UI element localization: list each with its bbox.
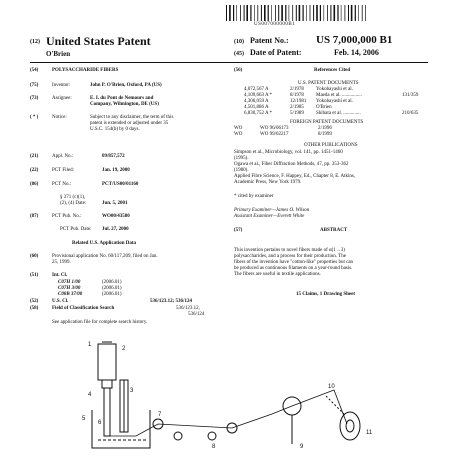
assignee-label: Assignee: [52,96,72,101]
field-code: (58) [30,306,39,311]
notice-line-3: U.S.C. 154(b) by 0 days. [90,127,140,132]
barcode-bar [246,5,248,21]
pct-pub-date-label: PCT Pub. Date: [60,227,92,232]
us-doc-class: 131/359 [402,93,419,98]
refs-code: (56) [234,68,243,73]
barcode-bar [310,5,311,21]
refs-heading: References Cited [314,68,351,73]
barcode-bar [268,5,269,21]
foreign-doc-date: 8/1999 [318,132,332,137]
s371-date: Jun. 5, 2001 [102,201,128,206]
appl-label: Appl. No.: [52,154,74,159]
barcode-bar [264,5,266,21]
barcode-bar [303,5,304,21]
barcode-bar [278,5,279,21]
intcl-version: (2006.01) [102,280,122,285]
pct-pub-date: Jul. 27, 2000 [102,227,129,232]
barcode-bar [313,5,314,21]
intcl-class: C07H 3/00 [58,286,81,291]
date-code: (45) [234,51,244,57]
pct-filed-code: (22) [30,168,39,173]
abstract-heading: ABSTRACT [320,228,348,233]
title-code: (54) [30,68,39,73]
provisional-line-1: Provisional application No. 60/117,209, filed on Jan. [52,254,158,259]
abstract-code: (57) [234,228,243,233]
intcl-class: C07H 1/00 [58,280,81,285]
drawing-label: 1 [88,342,92,348]
pct-pub-label: PCT Pub. No.: [52,214,82,219]
drawing-label: 3 [130,388,134,394]
s371-line-1: § 371 (c)(1), [60,195,86,200]
pct-filed-date: Jan. 19, 2000 [102,168,130,173]
other-pubs-heading: OTHER PUBLICATIONS [304,143,358,148]
drawing-bath [92,410,150,448]
us-doc-date: 2/1985 [290,105,304,110]
barcode-bar [327,5,328,21]
barcode-bar [229,5,231,21]
drawing-label: 10 [328,384,335,390]
inventor: John P. O'Brien, Oxford, PA (US) [90,83,162,88]
barcode-bar [299,5,301,21]
us-doc-name: Shibata et al. .............. [316,111,361,116]
barcode-bar [306,5,307,21]
drawing-label: 2 [122,346,126,352]
other-publication-line: (1980). [234,168,249,173]
abstract-line: be produced as continuous filaments on a year-round basis. [234,266,353,271]
intcl-class: C08B 37/00 [58,292,83,297]
assignee-line-2: Company, Wilmington, DE (US) [90,102,159,107]
barcode-bar [345,5,346,21]
us-doc-number: 4,072,567 A [244,87,269,92]
foreign-doc-number: WO 99/02217 [260,132,289,137]
abstract-line: This invention pertains to novel fibers made of α(1→3) [234,248,345,253]
intcl-code: (51) [30,273,39,278]
barcode-bar [358,5,359,21]
barcode-bar [233,5,234,21]
us-doc-number: 4,109,663 A * [244,93,273,98]
patent-drawing [62,336,382,458]
us-doc-date: 5/1989 [290,111,304,116]
inventor-code: (75) [30,83,39,88]
patent-number: US 7,000,000 B1 [316,34,393,46]
notice-line-2: patent is extended or adjusted under 35 [90,121,169,126]
barcode-bar [320,5,321,21]
pct-no-code: (86) [30,182,39,187]
barcode [226,5,366,21]
us-doc-date: 12/1981 [290,99,307,104]
notice-label: Notice: [52,115,67,120]
drawing-label: 4 [88,392,92,398]
drawing-label: 8 [212,444,216,450]
barcode-bar [250,5,251,21]
drawing-label: 7 [158,412,162,418]
pct-filed-label: PCT Filed: [52,168,74,173]
provisional-line-2: 25, 1999. [52,260,71,265]
assignee-code: (73) [30,96,39,101]
field-line-1: 536/123.12, [176,306,200,311]
barcode-bar [337,5,338,21]
abstract-line: The fibers are useful in textile applications. [234,272,321,277]
barcode-bar [261,5,262,21]
barcode-bar [271,5,272,21]
intcl-version: (2006.01) [102,292,122,297]
field-line-2: 536/124 [188,312,205,317]
provisional-code: (60) [30,254,39,259]
us-doc-number: 4,306,059 A [244,99,269,104]
us-doc-name: Yokobayashi et al. [316,99,353,104]
assignee-line-1: E. I. du Pont de Nemours and [90,96,154,101]
assistant-examiner: Assistant Examiner—Everett White [234,214,305,219]
barcode-bar [316,5,318,21]
barcode-bar [365,5,366,21]
us-docs-heading: U.S. PATENT DOCUMENTS [298,81,359,86]
pct-pub-code: (87) [30,214,39,219]
uscl-value: 536/123.12; 536/124 [150,299,192,304]
drawing-label: 11 [366,430,373,436]
date-label: Date of Patent: [250,48,302,57]
us-doc-name: Maeda et al. ................ [316,93,362,98]
title: POLYSACCHARIDE FIBERS [52,68,119,73]
barcode-bar [244,5,245,21]
us-doc-class: 210/635 [402,111,419,116]
foreign-doc-number: WO 96/06173 [260,126,289,131]
us-doc-name: Yokobayashi et al. [316,87,353,92]
inventor-label: Inventor: [52,83,71,88]
barcode-bar [296,5,297,21]
intcl-version: (2006.01) [102,286,122,291]
doc-type-code: (12) [30,39,40,45]
abstract-line: fibers of the invention have "cotton-like" properties but can [234,260,354,265]
patent-no-code: (10) [234,39,244,45]
related-heading: Related U.S. Application Data [72,241,137,246]
drawing-winder [340,412,360,440]
appl-code: (21) [30,154,39,159]
inventor-surname: O'Brien [46,50,71,58]
us-doc-number: 4,501,886 A [244,105,269,110]
drawing-label: 6 [98,420,102,426]
foreign-doc-country: WO [234,132,243,137]
us-doc-number: 6,830,752 A * [244,111,273,116]
barcode-bar [341,5,342,21]
barcode-bar [281,5,283,21]
abstract-line: polysaccharides, and a process for their production. The [234,254,346,259]
barcode-bar [334,5,336,21]
see-application: See application file for complete search history. [52,320,148,325]
barcode-bar [254,5,255,21]
header-rule [30,62,428,63]
pct-no-label: PCT No.: [52,182,72,187]
uscl-label: U.S. Cl. [52,299,69,304]
barcode-bar [240,5,241,21]
patent-date: Feb. 14, 2006 [334,48,379,57]
other-publication-line: Academic Press, New York 1979. [234,180,302,185]
pct-number: PCT/US00/01160 [102,182,139,187]
pct-pub-number: WO00/43580 [102,214,130,219]
cited-by-examiner: * cited by examiner [234,194,274,199]
us-doc-date: 8/1978 [290,93,304,98]
s371-line-2: (2), (4) Date: [60,201,87,206]
field-label: Field of Classification Search [52,306,115,311]
other-publication-line: Applied Fibre Science, F. Happey, Ed., Chapter 8, E. Atkins, [234,174,356,179]
barcode-bar [289,5,290,21]
barcode-bar [257,5,258,21]
intcl-label: Int. Cl. [52,273,68,278]
barcode-bar [362,5,363,21]
uscl-code: (52) [30,299,39,304]
barcode-bar [330,5,331,21]
barcode-bar [348,5,349,21]
other-publication-line: Simpson et al., Microbiology, vol. 141, pp. 1451-1460 [234,150,343,155]
appl-number: 09/857,572 [102,154,125,159]
other-publication-line: Ogawa et al., Fiber Diffraction Methods, 47, pp. 353-362 [234,162,349,167]
barcode-bar [292,5,293,21]
barcode-bar [351,5,353,21]
primary-examiner: Primary Examiner—James O. Wilson [234,208,310,213]
us-doc-name: O'Brien [316,105,332,110]
doc-type: United States Patent [46,34,151,48]
barcode-bar [226,5,227,21]
drawing-label: 5 [82,416,86,422]
barcode-bar [236,5,237,21]
barcode-bar [355,5,356,21]
other-publication-line: (1995). [234,156,249,161]
claims-count: 15 Claims, 1 Drawing Sheet [296,292,356,297]
patent-no-label: Patent No.: [250,36,289,45]
foreign-docs-heading: FOREIGN PATENT DOCUMENTS [290,120,364,125]
barcode-bar [275,5,276,21]
barcode-bar [324,5,325,21]
drawing-tank [98,344,116,380]
foreign-doc-country: WO [234,126,243,131]
foreign-doc-date: 2/1996 [318,126,332,131]
barcode-bar [285,5,286,21]
us-doc-date: 2/1978 [290,87,304,92]
notice-line-1: Subject to any disclaimer, the term of this [90,115,174,120]
drawing-label: 9 [300,444,304,450]
notice-code: ( * ) [30,115,39,120]
barcode-number: US007000000B1 [254,22,296,27]
